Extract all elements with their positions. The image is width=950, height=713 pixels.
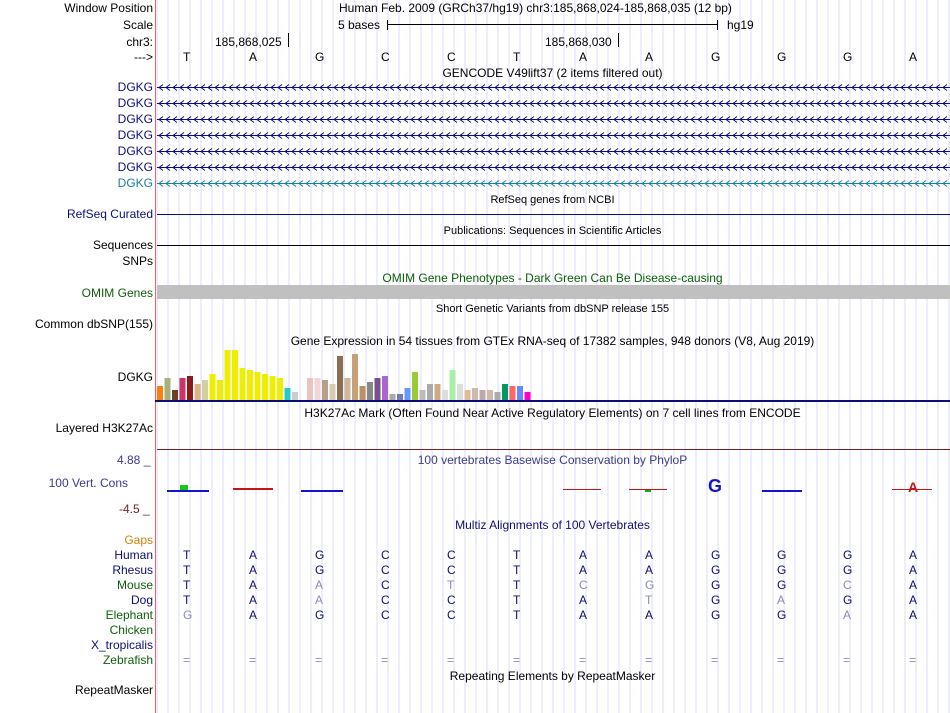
snps-label[interactable]: SNPs [122,254,153,268]
multiz-aligned-base: = [579,653,587,667]
multiz-aligned-base: G [777,548,787,562]
gtex-tissue-bar [427,384,433,400]
gtex-track-title[interactable]: Gene Expression in 54 tissues from GTEx RNA-seq of 17382 samples, 948 donors (V8, Aug 2019) [290,334,815,348]
multiz-aligned-base: G [315,563,325,577]
coordinate-2: 185,868,030 [545,35,612,49]
phylop-score-mark [645,490,651,492]
multiz-aligned-base: A [777,593,786,607]
multiz-aligned-base: C [381,608,390,622]
multiz-aligned-base: = [777,653,785,667]
gencode-gene-label[interactable]: DGKG [117,160,153,174]
multiz-aligned-base: G [843,548,853,562]
gtex-tissue-bar [337,356,343,400]
gtex-expression-chart[interactable] [155,346,950,404]
multiz-aligned-base: G [711,578,721,592]
multiz-aligned-base: T [447,578,455,592]
multiz-aligned-base: T [645,593,653,607]
gtex-tissue-bar [510,386,516,400]
gtex-tissue-bar [435,384,441,400]
gtex-tissue-bar [472,388,478,400]
reference-base: G [777,50,787,64]
multiz-aligned-base: A [645,608,654,622]
multiz-aligned-base: T [513,548,521,562]
multiz-aligned-base: C [843,578,852,592]
multiz-aligned-base: G [315,608,325,622]
gencode-gene-label[interactable]: DGKG [117,176,153,190]
repeatmasker-track-title[interactable]: Repeating Elements by RepeatMasker [449,669,656,683]
refseq-label[interactable]: RefSeq Curated [66,207,153,221]
multiz-aligned-base: T [513,563,521,577]
gtex-tissue-bar [225,350,231,400]
multiz-aligned-base: = [645,653,653,667]
gtex-tissue-bar [157,386,163,400]
reference-base: G [843,50,853,64]
reference-base: A [645,50,654,64]
gtex-tissue-bar [450,370,456,400]
gtex-tissue-bar [210,374,216,400]
multiz-aligned-base: = [843,653,851,667]
gtex-tissue-bar [322,380,328,400]
h3k27ac-baseline [157,449,950,450]
multiz-aligned-base: A [909,578,918,592]
multiz-aligned-base: = [381,653,389,667]
phylop-base-glyph: G [707,476,723,496]
multiz-aligned-base: G [711,548,721,562]
gtex-tissue-bar [457,384,463,400]
multiz-aligned-base: G [777,563,787,577]
multiz-aligned-base: A [315,578,324,592]
multiz-aligned-base: C [381,578,390,592]
reference-base: A [249,50,258,64]
multiz-aligned-base: C [447,608,456,622]
gtex-tissue-bar [465,390,471,400]
multiz-aligned-base: A [249,578,258,592]
multiz-aligned-base: G [777,578,787,592]
scale-label: Scale [122,18,153,32]
gtex-tissue-bar [487,390,493,400]
gtex-tissue-bar [345,378,351,400]
gtex-tissue-bar [255,372,261,400]
gtex-tissue-bar [525,392,531,400]
gtex-tissue-bar [285,388,291,400]
gtex-tissue-bar [247,370,253,400]
multiz-aligned-base: A [909,563,918,577]
coordinate-1: 185,868,025 [215,35,282,49]
gtex-tissue-bar [352,354,358,400]
multiz-species-label[interactable]: X_tropicalis [90,638,153,652]
multiz-aligned-base: C [579,578,588,592]
multiz-aligned-base: T [183,578,191,592]
omim-gene-bar[interactable] [157,285,950,299]
scale-text: 5 bases [338,18,381,32]
reference-base: A [909,50,918,64]
scale-bar [387,24,718,25]
multiz-aligned-base: G [777,608,787,622]
gtex-tissue-bar [240,368,246,400]
multiz-aligned-base: C [381,593,390,607]
gencode-gene-label[interactable]: DGKG [117,96,153,110]
strand-label: ---> [134,50,153,64]
multiz-aligned-base: A [249,608,258,622]
gtex-gene-label[interactable]: DGKG [117,370,153,384]
multiz-species-label[interactable]: Human [114,548,153,562]
multiz-species-label[interactable]: Dog [130,593,153,607]
multiz-species-label[interactable]: Zebrafish [102,653,153,667]
gtex-tissue-bar [442,390,448,400]
multiz-aligned-base: = [513,653,521,667]
phylop-track-title[interactable]: 100 vertebrates Basewise Conservation by PhyloP [417,453,688,467]
gtex-tissue-bar [375,378,381,400]
multiz-aligned-base: T [183,593,191,607]
gtex-tissue-bar [420,390,426,400]
multiz-species-label[interactable]: Elephant [105,608,153,622]
multiz-aligned-base: T [183,548,191,562]
omim-label[interactable]: OMIM Genes [81,286,153,300]
multiz-aligned-base: C [447,563,456,577]
phylop-score-mark [629,489,667,490]
multiz-aligned-base: T [183,563,191,577]
reference-base: C [381,50,390,64]
gtex-tissue-bar [517,386,523,400]
phylop-score-mark [167,490,209,492]
multiz-aligned-base: C [447,593,456,607]
gtex-tissue-bar [195,384,201,400]
multiz-aligned-base: = [447,653,455,667]
multiz-aligned-base: T [513,608,521,622]
dbsnp-label[interactable]: Common dbSNP(155) [34,317,153,331]
gtex-tissue-bar [412,372,418,400]
repeatmasker-label[interactable]: RepeatMasker [74,683,153,697]
reference-base: C [447,50,456,64]
multiz-aligned-base: A [579,563,588,577]
multiz-aligned-base: G [843,593,853,607]
phylop-label[interactable]: 100 Vert. Cons [48,476,128,490]
multiz-aligned-base: A [645,548,654,562]
gtex-tissue-bar [405,388,411,400]
phylop-conservation-plot[interactable] [155,476,950,506]
gtex-tissue-bar [292,392,298,400]
reference-base: T [513,50,521,64]
multiz-aligned-base: A [909,548,918,562]
coordinate-2-tick [618,33,619,47]
multiz-aligned-base: C [381,548,390,562]
multiz-aligned-base: A [315,593,324,607]
multiz-aligned-base: A [909,593,918,607]
multiz-aligned-base: A [249,593,258,607]
multiz-aligned-base: G [711,563,721,577]
gtex-tissue-bar [360,386,366,400]
multiz-aligned-base: T [513,593,521,607]
gencode-gene-label[interactable]: DGKG [117,112,153,126]
gtex-tissue-bar [495,392,501,400]
phylop-score-mark [233,488,273,490]
multiz-aligned-base: G [711,608,721,622]
multiz-aligned-base: = [315,653,323,667]
gtex-tissue-bar [390,394,396,400]
gtex-tissue-bar [165,378,171,400]
gtex-tissue-bar [367,382,373,400]
multiz-aligned-base: = [183,653,191,667]
chromosome-label: chr3: [126,35,153,49]
publications-line[interactable] [157,245,950,246]
multiz-aligned-base: A [909,608,918,622]
gtex-tissue-bar [277,378,283,400]
h3k27ac-label[interactable]: Layered H3K27Ac [55,421,153,435]
gencode-gene-label[interactable]: DGKG [117,80,153,94]
gtex-tissue-bar [480,390,486,400]
multiz-aligned-base: A [249,563,258,577]
gtex-tissue-bar [172,390,178,400]
gtex-tissue-bar [382,376,388,400]
gtex-tissue-bar [330,384,336,400]
multiz-aligned-base: G [711,593,721,607]
reference-base: T [183,50,191,64]
refseq-track-title[interactable]: RefSeq genes from NCBI [490,194,615,206]
omim-track-title[interactable]: OMIM Gene Phenotypes - Dark Green Can Be Disease-causing [382,271,723,285]
gencode-track-title[interactable]: GENCODE V49lift37 (2 items filtered out) [442,66,663,80]
gtex-tissue-bar [315,378,321,400]
reference-base: A [579,50,588,64]
multiz-species-label[interactable]: Mouse [116,578,153,592]
gtex-tissue-bar [180,378,186,400]
multiz-aligned-base: G [645,578,655,592]
gencode-gene-label[interactable]: DGKG [117,144,153,158]
gencode-gene-label[interactable]: DGKG [117,128,153,142]
window-position-value: Human Feb. 2009 (GRCh37/hg19) chr3:185,868,024-185,868,035 (12 bp) [339,1,732,15]
multiz-species-label[interactable]: Rhesus [112,563,153,577]
reference-base: G [711,50,721,64]
gtex-tissue-bar [502,384,508,400]
multiz-aligned-base: C [381,563,390,577]
phylop-max: 4.88 _ [117,453,151,467]
multiz-aligned-base: G [183,608,193,622]
phylop-base-glyph: A [907,479,919,495]
gtex-tissue-bar [262,374,268,400]
phylop-min: -4.5 _ [119,502,150,516]
scale-assembly: hg19 [727,18,754,32]
dbsnp-track-title[interactable]: Short Genetic Variants from dbSNP release 155 [435,303,670,315]
multiz-aligned-base: = [711,653,719,667]
multiz-aligned-base: G [315,548,325,562]
phylop-score-mark [301,490,343,492]
phylop-score-mark [762,490,802,492]
gtex-tissue-bar [232,350,238,400]
multiz-aligned-base: = [909,653,917,667]
multiz-track-title[interactable]: Multiz Alignments of 100 Vertebrates [455,518,650,532]
coordinate-1-tick [288,33,289,47]
multiz-aligned-base: = [249,653,257,667]
publications-label[interactable]: Sequences [92,238,153,252]
phylop-score-mark [180,485,188,490]
multiz-species-label[interactable]: Chicken [109,623,153,637]
publications-track-title[interactable]: Publications: Sequences in Scientific Articles [443,225,662,237]
multiz-aligned-base: T [513,578,521,592]
gtex-tissue-bar [397,394,403,400]
multiz-gaps-label[interactable]: Gaps [124,533,153,547]
multiz-aligned-base: A [645,563,654,577]
multiz-aligned-base: A [249,548,258,562]
multiz-aligned-base: A [579,608,588,622]
refseq-gene-line[interactable] [157,214,950,215]
gtex-tissue-bar [270,376,276,400]
gtex-tissue-bar [202,380,208,400]
gtex-tissue-bar [307,378,313,400]
multiz-aligned-base: C [447,548,456,562]
multiz-aligned-base: A [843,608,852,622]
multiz-aligned-base: A [579,548,588,562]
gtex-tissue-bar [187,376,193,400]
h3k27ac-track-title[interactable]: H3K27Ac Mark (Often Found Near Active Regulatory Elements) on 7 cell lines from ENCODE [304,406,801,420]
gtex-tissue-bar [217,380,223,400]
phylop-score-mark [563,489,601,490]
reference-base: G [315,50,325,64]
window-position-label: Window Position [64,1,153,15]
gencode-gene-models[interactable] [155,80,950,192]
multiz-aligned-base: A [579,593,588,607]
multiz-aligned-base: G [843,563,853,577]
